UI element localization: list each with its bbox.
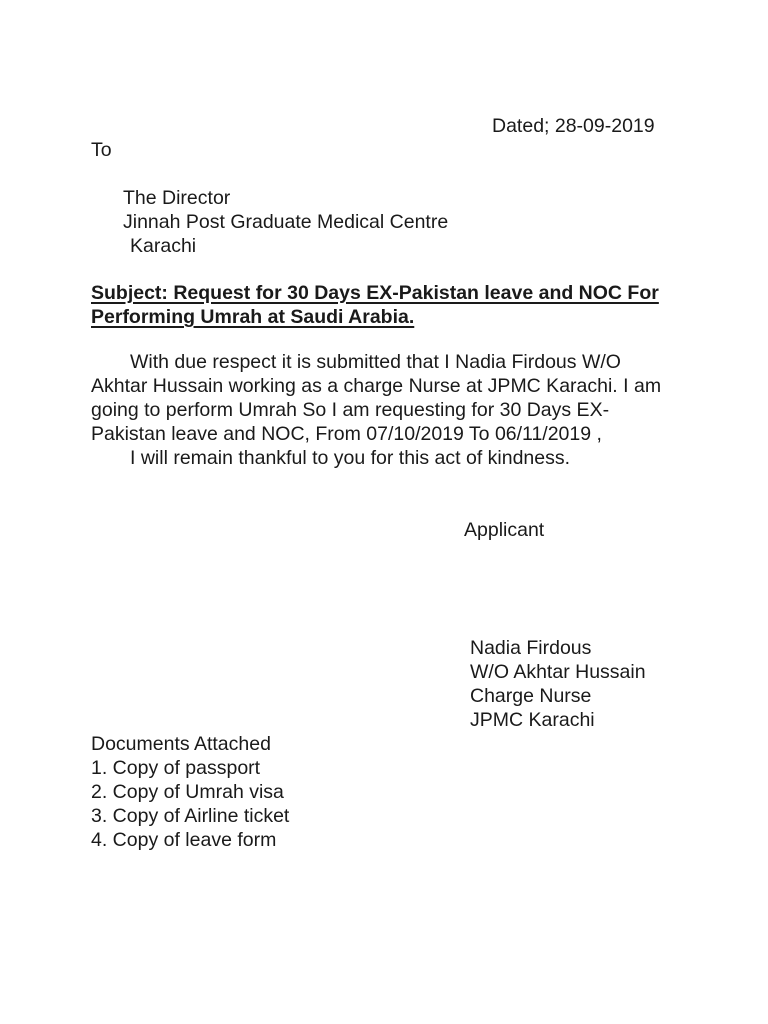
body-line-5: I will remain thankful to you for this act of kindness. bbox=[130, 447, 571, 469]
body-line-3: going to perform Umrah So I am requesting for 30 Days EX- bbox=[91, 399, 610, 421]
list-item: 1. Copy of passport bbox=[91, 757, 261, 779]
signature-designation: Charge Nurse bbox=[470, 685, 592, 707]
list-item: 2. Copy of Umrah visa bbox=[91, 781, 284, 803]
subject-line-1: Subject: Request for 30 Days EX-Pakistan leave and NOC For bbox=[91, 282, 659, 304]
signature-block bbox=[470, 636, 646, 732]
date-line: Dated; 28-09-2019 bbox=[492, 115, 655, 137]
attachments-list bbox=[91, 732, 289, 852]
body-line-2: Akhtar Hussain working as a charge Nurse at JPMC Karachi. I am bbox=[91, 375, 662, 397]
attachments-heading: Documents Attached bbox=[91, 733, 271, 755]
subject-line-2: Performing Umrah at Saudi Arabia. bbox=[91, 306, 415, 328]
recipient-title: The Director bbox=[123, 187, 231, 209]
list-item: 4. Copy of leave form bbox=[91, 829, 277, 851]
applicant-label: Applicant bbox=[464, 519, 545, 541]
to-label: To bbox=[91, 139, 112, 161]
signature-workplace: JPMC Karachi bbox=[470, 709, 595, 731]
body-line-4: Pakistan leave and NOC, From 07/10/2019 To 06/11/2019 , bbox=[91, 423, 602, 445]
body-line-1: With due respect it is submitted that I Nadia Firdous W/O bbox=[130, 351, 621, 373]
signature-relation: W/O Akhtar Hussain bbox=[470, 661, 646, 683]
list-item: 3. Copy of Airline ticket bbox=[91, 805, 290, 827]
recipient-organization: Jinnah Post Graduate Medical Centre bbox=[123, 211, 449, 233]
recipient-city: Karachi bbox=[130, 235, 197, 257]
signature-name: Nadia Firdous bbox=[470, 637, 592, 659]
